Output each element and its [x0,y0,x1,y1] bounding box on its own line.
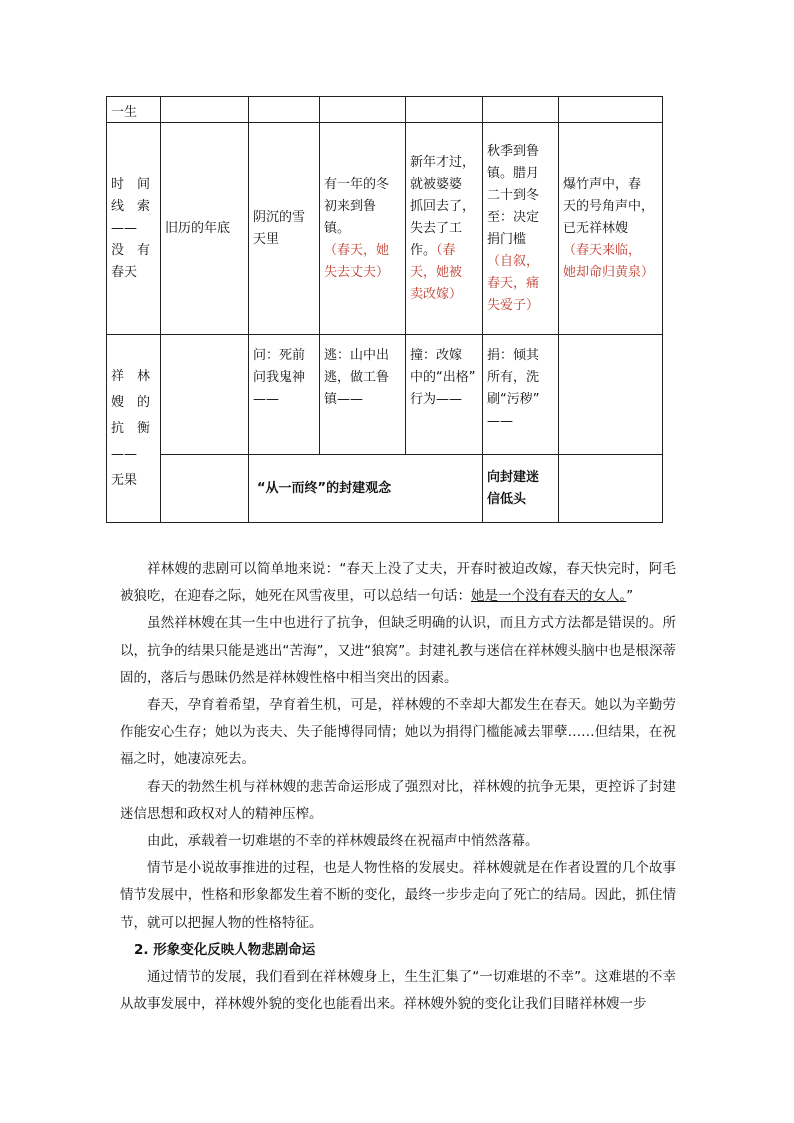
paragraph: 由此，承载着一切难堪的不幸的祥林嫂最终在祝福声中悄然落幕。 [147,833,539,850]
table-cell: 捐：倾其 所有，洗 刷“污秽” —— [483,335,559,455]
table-cell [320,123,406,335]
paragraph [120,556,676,610]
plot-timeline-table [106,96,663,523]
row-header-resistance: 祥 林 嫂 的 抗 衡 —— 无果 [107,335,161,523]
body-text [120,556,676,1018]
red-annotation: （春天来临， 她却命归黄泉） [563,242,655,280]
table-cell: 旧历的年底 [161,123,249,335]
table-cell [483,97,559,123]
table-cell-merged: “从一而终”的封建观念 [249,455,483,523]
table-cell [320,97,406,123]
table-cell [559,123,663,335]
paragraph: 虽然祥林嫂在其一生中也进行了抗争，但缺乏明确的认识，而且方式方法都是错误的。所以，抗争的结果只能是逃出“苦海”，又进“狼窝”。封建礼教与迷信在祥林嫂头脑中也是根深蒂固的，落后与愚昧仍然是祥林嫂性格中相当突出的因素。 [120,615,676,686]
red-annotation: （自叙， 春天，痛 失爱子） [487,253,540,313]
cell-text: 新年才过， 就被婆婆 抓回去了， 失去了工 作。 [410,154,476,258]
table-cell [249,97,320,123]
table-row [107,123,663,335]
cell-text: 秋季到鲁 镇。腊月 二十到冬 至：决定 捐门槛 [487,143,540,247]
table-cell: 问：死前 问我鬼神 —— [249,335,320,455]
table-row [107,335,663,455]
table-cell [483,123,559,335]
table-cell [559,455,663,523]
table-cell: 逃：山中出 逃，做工鲁 镇—— [320,335,406,455]
paragraph-text: 祥林嫂的悲剧可以简单地来说：“春天上没了丈夫，开春时被迫改嫁，春天快完时，阿毛被狼吃，在迎春之际，她死在风雪夜里，可以总结一句话： [120,561,676,605]
paragraph: 通过情节的发展，我们看到在祥林嫂身上，生生汇集了“一切难堪的不幸”。这难堪的不幸从故事发展中，祥林嫂外貌的变化也能看出来。祥林嫂外貌的变化让我们目睹祥林嫂一步 [120,969,676,1013]
table-cell [406,123,483,335]
table-cell [406,97,483,123]
table-row [107,97,663,123]
table-cell [559,335,663,455]
table-cell [161,97,249,123]
cell-text: 有一年的冬 初来到鲁镇。 [324,176,390,236]
table-cell: 向封建迷 信低头 [483,455,559,523]
paragraph: 情节是小说故事推进的过程，也是人物性格的发展史。祥林嫂就是在作者设置的几个故事情节发展中，性格和形象都发生着不断的变化，最终一步步走向了死亡的结局。因此，抓住情节，就可以把握人物的性格特征。 [120,860,676,931]
table-cell [107,97,161,123]
section-heading: 2. 形象变化反映人物悲剧命运 [134,941,316,958]
table-cell [559,97,663,123]
red-annotation: （春天，她 失去丈夫） [324,242,390,280]
cell-text: 爆竹声中，春 天的号角声中， 已无祥林嫂 [563,176,655,236]
row-header-timeline: 时 间 线 索 —— 没 有 春天 [107,123,161,335]
paragraph: 春天的勃然生机与祥林嫂的悲苦命运形成了强烈对比，祥林嫂的抗争无果，更控诉了封建迷信思想和政权对人的精神压榨。 [120,778,676,822]
underlined-text: 她是一个没有春天的女人。 [471,588,627,605]
red-annotation: （春 天，她被 卖改嫁） [410,242,463,302]
cell-text: 一生 [111,105,138,120]
table-cell: 阴沉的雪 天里 [249,123,320,335]
table-cell [161,455,249,523]
table-cell [161,335,249,455]
table-row [107,455,663,523]
table-cell: 撞：改嫁 中的“出格” 行为—— [406,335,483,455]
paragraph: 春天，孕育着希望，孕育着生机，可是，祥林嫂的不幸却大都发生在春天。她以为辛勤劳作能安心生存；她以为丧夫、失子能博得同情；她以为捐得门槛能减去罪孽……但结果，在祝福之时，她凄凉死去。 [120,697,676,768]
closing-quote: ” [626,588,634,605]
